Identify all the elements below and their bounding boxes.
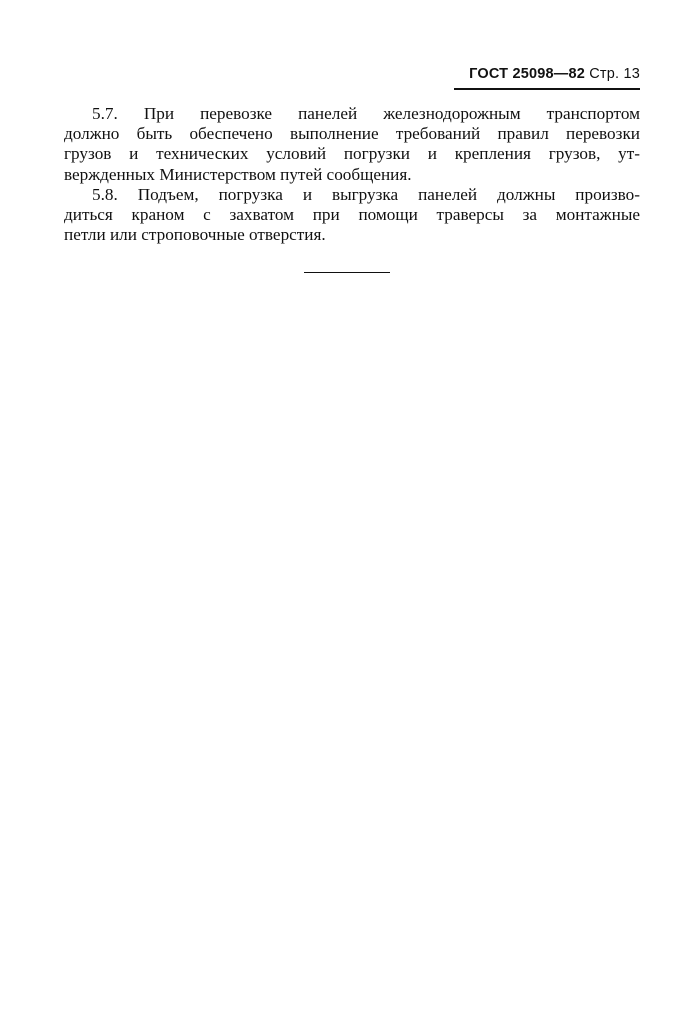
text-line: 5.8. Подъем, погрузка и выгрузка панелей должны произво- (92, 184, 640, 204)
text-line: 5.7. При перевозке панелей железнодорожным транспортом (92, 104, 640, 123)
paragraph-5-8 (64, 185, 640, 246)
section-end-rule (304, 272, 390, 273)
page-header (454, 66, 640, 82)
text-line: грузов и технических условий погрузки и крепления грузов, ут- (64, 144, 640, 164)
document-body (64, 104, 640, 245)
text-line: вержденных Министерством путей сообщения. (64, 164, 412, 184)
text-line: должно быть обеспечено выполнение требований правил перевозки (64, 124, 640, 144)
paragraph-5-7 (64, 104, 640, 185)
page-number: Стр. 13 (589, 66, 640, 82)
text-line: диться краном с захватом при помощи траверсы за монтажные (64, 205, 640, 225)
text-line: петли или строповочные отверстия. (64, 225, 326, 245)
standard-number: ГОСТ 25098—82 (469, 66, 585, 82)
header-rule (454, 88, 640, 90)
